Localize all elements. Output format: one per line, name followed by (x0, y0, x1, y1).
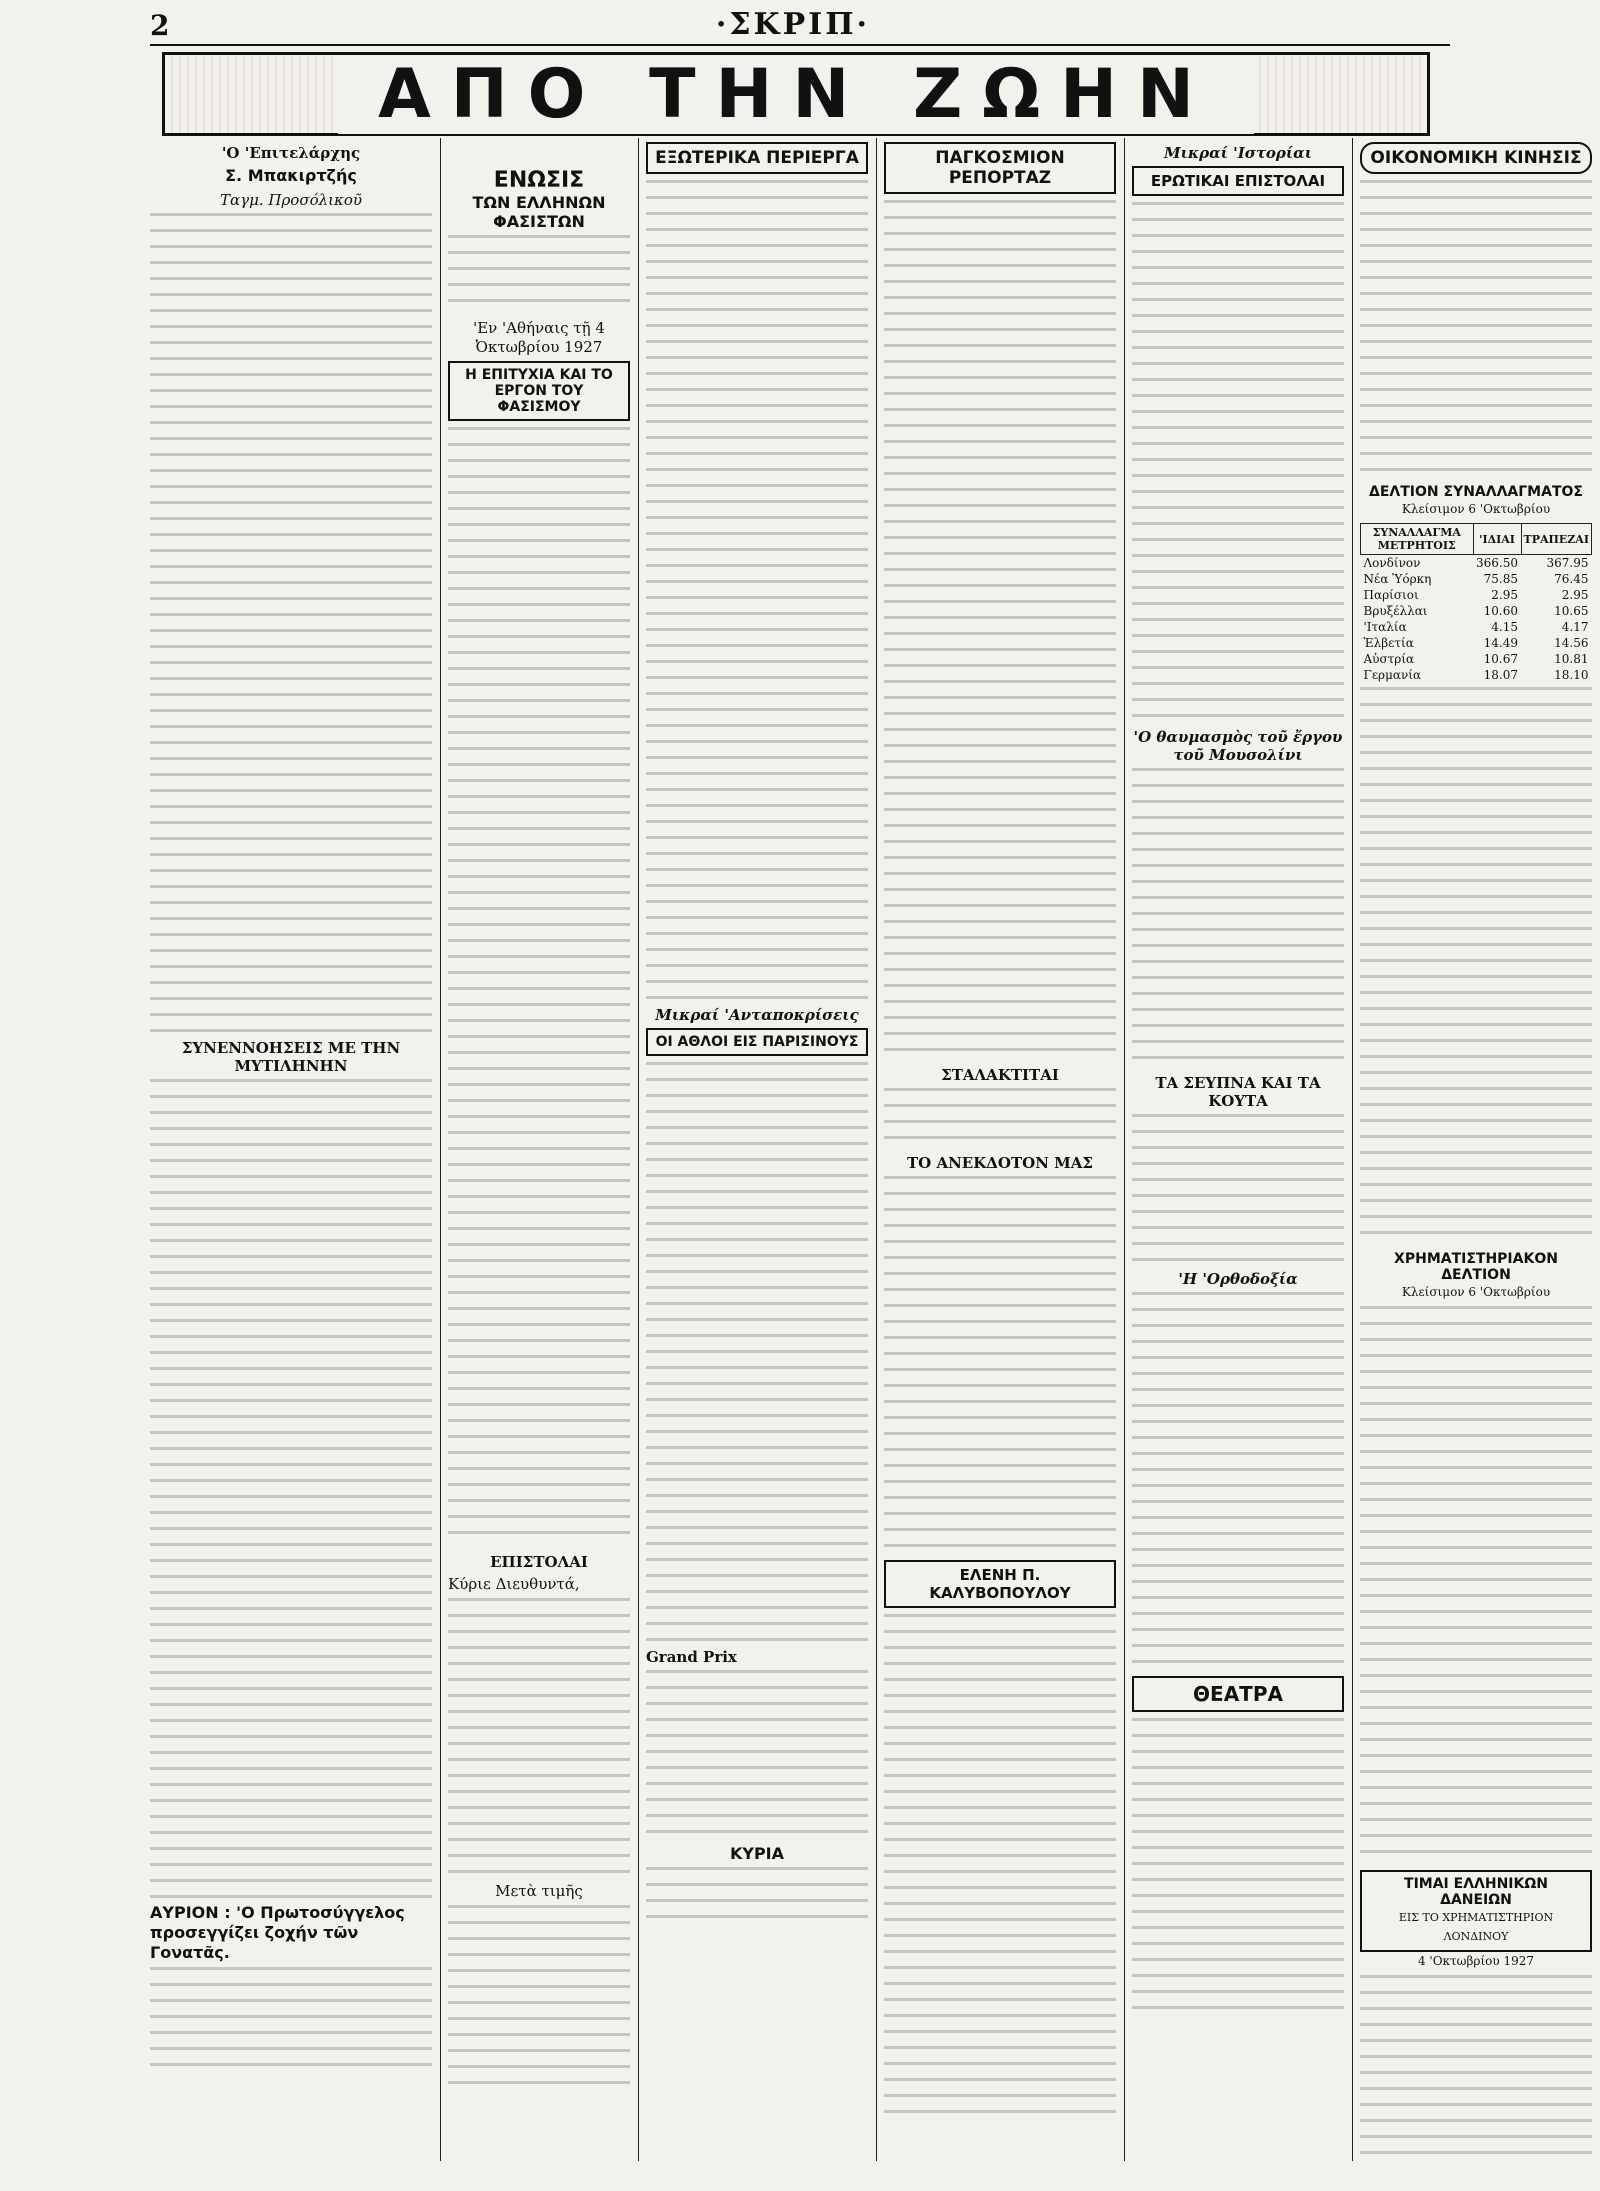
col6-deltion-2: ΧΡΗΜΑΤΙΣΤΗΡΙΑΚΟΝ ΔΕΛΤΙΟΝ (1394, 1251, 1558, 1283)
col4-body-text-2 (884, 1088, 1116, 1148)
column-6 (1360, 138, 1592, 2161)
col2-body-text (448, 427, 630, 1547)
table-row (1361, 635, 1592, 651)
col6-body-text-4 (1360, 1975, 1592, 2161)
col4-body-text (884, 200, 1116, 1060)
col6-timai-head: ΤΙΜΑΙ ΕΛΛΗΝΙΚΩΝ ΔΑΝΕΙΩΝ (1404, 1876, 1548, 1908)
col2-letter-text (448, 1598, 630, 1878)
col3-body-text-4 (646, 1867, 868, 1927)
col2-headline-1: ΕΝΩΣΙΣ (493, 168, 585, 193)
col2-sub-head: ΕΠΙΣΤΟΛΑΙ (490, 1553, 588, 1571)
table-row (1361, 555, 1592, 572)
table-cell: 14.56 (1554, 636, 1589, 650)
col1-kicker: 'Ο 'Επιτελάρχης (221, 144, 361, 162)
table-header: ΣΥΝΑΛΛΑΓΜΑ ΜΕΤΡΗΤΟΙΣ (1361, 524, 1474, 555)
table-cell: 76.45 (1554, 572, 1589, 586)
page-number: 2 (150, 9, 170, 42)
col5-body-text-3 (1132, 1114, 1344, 1264)
column-rule (638, 138, 639, 2161)
table-row (1361, 667, 1592, 683)
table-cell: 10.67 (1483, 652, 1519, 666)
exchange-table (1360, 523, 1592, 683)
table-row (1361, 603, 1592, 619)
table-cell: Παρίσιοι (1363, 588, 1419, 602)
table-row (1361, 651, 1592, 667)
column-rule (1124, 138, 1125, 2161)
table-cell: 'Ιταλία (1363, 620, 1407, 634)
col6-timai-box (1360, 1870, 1592, 1952)
table-cell: 18.10 (1554, 668, 1589, 682)
table-cell: 10.65 (1554, 604, 1589, 618)
col3-grand-prix: Grand Prix (646, 1648, 737, 1666)
col3-inline-head: ΟΙ ΑΘΛΟΙ ΕΙΣ ΠΑΡΙΣΙΝΟΥΣ (646, 1028, 868, 1056)
column-rule (440, 138, 441, 2161)
table-cell: 14.49 (1483, 636, 1519, 650)
col3-body-text-2 (646, 1062, 868, 1642)
col6-timai-date: 4 'Οκτωβρίου 1927 (1417, 1954, 1535, 1968)
table-header: 'ΙΔΙΑΙ (1473, 524, 1521, 555)
page-header (150, 8, 1450, 42)
table-cell: Γερμανία (1363, 668, 1422, 682)
table-cell: Νέα Ὑόρκη (1363, 572, 1432, 586)
col1-body-text (150, 213, 432, 1033)
col5-body-text (1132, 202, 1344, 722)
table-row (1361, 619, 1592, 635)
header-rule (150, 44, 1450, 46)
col4-stalaktitai: ΣΤΑΛΑΚΤΙΤΑΙ (941, 1066, 1059, 1084)
col5-sub-1: 'Ο θαυμασμὸς τοῦ ἔργου τοῦ Μουσολίνι (1133, 728, 1343, 764)
column-5 (1132, 138, 1344, 2161)
col2-date-line: 'Εν 'Αθήναις τῇ 4 Ὀκτωβρίου 1927 (473, 319, 605, 356)
col6-body-text-2 (1360, 687, 1592, 1247)
col5-body-text-2 (1132, 768, 1344, 1068)
col2-signatures (448, 1905, 630, 2095)
table-cell: 366.50 (1476, 556, 1519, 570)
table-cell: 4.17 (1561, 620, 1589, 634)
col2-greeting: Κύριε Διευθυντά, (448, 1575, 580, 1593)
col1-caption: Ταγμ. Προσόλικοῦ (220, 191, 362, 209)
col3-body-text-3 (646, 1670, 868, 1840)
table-cell: 18.07 (1483, 668, 1519, 682)
column-2 (448, 138, 630, 2161)
paper-name: ·ΣΚΡΙΠ· (715, 7, 870, 42)
col5-kicker: Μικραί 'Ιστορίαι (1164, 144, 1312, 162)
col5-theatre: ΘΕΑΤΡΑ (1132, 1676, 1344, 1712)
col3-kyria: ΚΥΡΙΑ (729, 1844, 785, 1863)
col5-body-text-4 (1132, 1292, 1344, 1672)
table-cell: 75.85 (1483, 572, 1519, 586)
col3-body-text (646, 180, 868, 1000)
col5-body-text-5 (1132, 1718, 1344, 2018)
table-cell: 10.60 (1483, 604, 1519, 618)
column-rule (1352, 138, 1353, 2161)
col3-box-head: ΕΞΩΤΕΡΙΚΑ ΠΕΡΙΕΡΓΑ (646, 142, 868, 174)
table-cell: 10.81 (1554, 652, 1589, 666)
col1-name: Σ. Μπακιρτζής (225, 166, 357, 185)
col3-section-head: Μικραί 'Ανταποκρίσεις (655, 1006, 859, 1024)
col5-box-head: ΕΡΩΤΙΚΑΙ ΕΠΙΣΤΟΛΑΙ (1132, 166, 1344, 196)
col1-bold-line: ΑΥΡΙΟΝ : 'Ο Πρωτοσύγγελος προσεγγίζει ζοχήν τῶν Γονατᾶς. (150, 1903, 405, 1962)
table-cell: Αὐστρία (1363, 652, 1415, 666)
col6-deltion-1: ΔΕΛΤΙΟΝ ΣΥΝΑΛΛΑΓΜΑΤΟΣ (1369, 484, 1583, 500)
table-cell: Ἑλβετία (1363, 636, 1414, 650)
table-row (1361, 587, 1592, 603)
col6-box-head: ΟΙΚΟΝΟΜΙΚΗ ΚΙΝΗΣΙΣ (1360, 142, 1592, 174)
col4-body-text-4 (884, 1614, 1116, 2114)
column-3 (646, 138, 868, 2161)
col4-death-head: ΕΛΕΝΗ Π. ΚΑΛΥΒΟΠΟΥΛΟΥ (884, 1560, 1116, 1608)
table-cell: Λονδίνον (1363, 556, 1421, 570)
column-1 (150, 138, 432, 2161)
col2-box-head: Η ΕΠΙΤΥΧΙΑ ΚΑΙ ΤΟ ΕΡΓΟΝ ΤΟΥ ΦΑΣΙΣΜΟΥ (448, 361, 630, 421)
col6-timai-sub: ΕΙΣ ΤΟ ΧΡΗΜΑΤΙΣΤΗΡΙΟΝ ΛΟΝΔΙΝΟΥ (1398, 1911, 1554, 1943)
col6-deltion-1-sub: Κλείσιμον 6 'Οκτωβρίου (1401, 502, 1551, 516)
column-rule (876, 138, 877, 2161)
table-cell: 367.95 (1546, 556, 1589, 570)
col4-box-head: ΠΑΓΚΟΣΜΙΟΝ ΡΕΠΟΡΤΑΖ (884, 142, 1116, 194)
column-4 (884, 138, 1116, 2161)
col2-signoff: Μετὰ τιμῆς (495, 1882, 583, 1900)
masthead-title: ΑΠΟ ΤΗΝ ΖΩΗΝ (338, 55, 1254, 134)
col2-headline-2: ΤΩΝ ΕΛΛΗΝΩΝ ΦΑΣΙΣΤΩΝ (472, 193, 606, 231)
table-cell: 2.95 (1561, 588, 1589, 602)
col6-body-text (1360, 180, 1592, 480)
table-row (1361, 571, 1592, 587)
col6-body-text-3 (1360, 1306, 1592, 1866)
col1-body-text-2 (150, 1079, 432, 1899)
table-cell: 4.15 (1491, 620, 1519, 634)
col5-sub-3: 'Η 'Ορθοδοξία (1178, 1270, 1298, 1288)
col4-anekdoton: ΤΟ ΑΝΕΚΔΟΤΟΝ ΜΑΣ (907, 1154, 1093, 1172)
col1-body-text-3 (150, 1967, 432, 2077)
col1-section-head: ΣΥΝΕΝΝΟΗΣΕΙΣ ΜΕ ΤΗΝ ΜΥΤΙΛΗΝΗΝ (181, 1039, 401, 1075)
section-masthead (162, 52, 1430, 136)
table-cell: 2.95 (1491, 588, 1519, 602)
table-header: ΤΡΑΠΕΖΑΙ (1521, 524, 1591, 555)
col6-deltion-2-sub: Κλείσιμον 6 'Οκτωβρίου (1401, 1285, 1551, 1299)
col5-sub-2: ΤΑ ΣΕΥΠΝΑ ΚΑΙ ΤΑ ΚΟΥΤΑ (1155, 1074, 1321, 1110)
col2-intro-text (448, 235, 630, 315)
col4-body-text-3 (884, 1176, 1116, 1556)
table-cell: Βρυξέλλαι (1363, 604, 1428, 618)
